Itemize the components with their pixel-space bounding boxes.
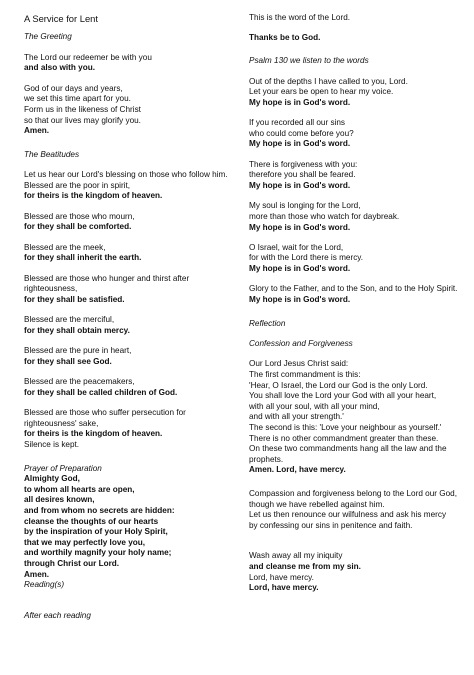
greeting-line: The Lord our redeemer be with you [24, 52, 152, 62]
beatitude-line: Blessed are those who suffer persecution for righteousness' sake, [24, 408, 186, 428]
preparation-amen: Amen. [24, 569, 50, 579]
confession-heading: Confession and Forgiveness [249, 339, 353, 349]
confession-text [249, 359, 465, 476]
prayer-line: so that our lives may glorify you. [24, 115, 141, 125]
beatitude [24, 346, 230, 367]
beatitude-line: Blessed are those who mourn, [24, 211, 135, 221]
after-reading-rubric: After each reading [24, 610, 91, 620]
psalm-response: My hope is in God's word. [249, 180, 351, 190]
psalm-stanza [249, 201, 465, 233]
greeting-heading: The Greeting [24, 32, 72, 42]
beatitude-response: for they shall inherit the earth. [24, 253, 142, 263]
silence-rubric: Silence is kept. [24, 439, 80, 449]
confession-line: Our Lord Jesus Christ said: [249, 359, 349, 369]
service-title: A Service for Lent [24, 13, 98, 24]
psalm-line: O Israel, wait for the Lord, [249, 242, 344, 252]
beatitude [24, 243, 230, 264]
compassion-line: though we have rebelled against him. [249, 499, 385, 509]
preparation-line: that we may perfectly love you, [24, 537, 146, 547]
psalm-line: for with the Lord there is mercy. [249, 253, 364, 263]
beatitude-line: Blessed are the pure in heart, [24, 346, 132, 356]
prayer-of-preparation [24, 464, 230, 591]
preparation-line: by the inspiration of your Holy Spirit, [24, 527, 168, 537]
psalm-stanza [249, 160, 465, 192]
confession-response: Amen. Lord, have mercy. [249, 465, 346, 475]
preparation-line: Almighty God, [24, 474, 80, 484]
confession-line: On these two commandments hang all the law and the prophets. [249, 444, 447, 464]
psalm-response: My hope is in God's word. [249, 97, 351, 107]
preparation-line: through Christ our Lord. [24, 558, 120, 568]
word-response [249, 13, 465, 43]
word-line: This is the word of the Lord. [249, 13, 351, 22]
psalm-line: Out of the depths I have called to you, Lord. [249, 76, 408, 86]
beatitude [24, 315, 230, 336]
preparation-heading: Prayer of Preparation [24, 463, 102, 473]
psalm-stanza [249, 243, 465, 275]
psalm-line: My soul is longing for the Lord, [249, 201, 361, 211]
psalm-line: Let your ears be open to hear my voice. [249, 87, 394, 97]
kyrie-line: Wash away all my iniquity [249, 551, 343, 561]
confession-line: There is no other commandment greater than these. [249, 433, 439, 443]
beatitude [24, 274, 230, 306]
psalm-response: My hope is in God's word. [249, 264, 351, 274]
confession-line: 'Hear, O Israel, the Lord our God is the only Lord. [249, 380, 428, 390]
psalm-line: There is forgiveness with you: [249, 159, 358, 169]
greeting-response: and also with you. [24, 63, 95, 73]
beatitude-line: Blessed are those who hunger and thirst after righteousness, [24, 273, 190, 294]
beatitude-line: Blessed are the merciful, [24, 315, 115, 325]
beatitude-response: for theirs is the kingdom of heaven. [24, 429, 163, 439]
word-reply: Thanks be to God. [249, 32, 321, 42]
prayer-amen: Amen. [24, 126, 50, 136]
kyrie-line: Lord, have mercy. [249, 572, 314, 582]
psalm-line: more than those who watch for daybreak. [249, 211, 400, 221]
beatitude-line: Blessed are the meek, [24, 242, 106, 252]
compassion-text [249, 489, 465, 531]
psalm-line: If you recorded all our sins [249, 118, 346, 128]
beatitude [24, 212, 230, 233]
preparation-line: all desires known, [24, 495, 95, 505]
confession-line: with all your soul, with all your mind, [249, 401, 380, 411]
kyrie-response: and cleanse me from my sin. [249, 561, 361, 571]
psalm-stanza [249, 77, 465, 109]
beatitudes-intro: Let us hear our Lord's blessing on those who follow him. [24, 170, 228, 180]
beatitude-response: for they shall be comforted. [24, 222, 132, 232]
beatitude-response: for they shall obtain mercy. [24, 325, 130, 335]
beatitudes-heading: The Beatitudes [24, 149, 80, 159]
preparation-line: to whom all hearts are open, [24, 484, 135, 494]
beatitude-line: Blessed are the peacemakers, [24, 377, 135, 387]
confession-line: The second is this: 'Love your neighbour as yourself.' [249, 423, 442, 432]
preparation-line: cleanse the thoughts of our hearts [24, 516, 159, 526]
preparation-line: and from whom no secrets are hidden: [24, 505, 175, 515]
compassion-line: Compassion and forgiveness belong to the Lord our God, [249, 488, 458, 498]
kyrie-text [249, 551, 465, 593]
greeting-dialogue [24, 53, 230, 74]
beatitude-response: for they shall be called children of God. [24, 387, 178, 397]
readings-rubric: Reading(s) [24, 580, 65, 590]
beatitude-response: for they shall see God. [24, 356, 112, 366]
left-column [24, 13, 230, 621]
reflection-heading: Reflection [249, 318, 286, 328]
prayer-line: we set this time apart for you. [24, 94, 131, 104]
confession-line: You shall love the Lord your God with all your heart, [249, 391, 437, 401]
psalm-stanza [249, 284, 465, 305]
psalm-response: My hope is in God's word. [249, 139, 351, 149]
beatitude-response: for theirs is the kingdom of heaven. [24, 191, 163, 201]
preparation-line: and worthily magnify your holy name; [24, 548, 172, 558]
right-column [249, 13, 465, 594]
beatitude [24, 377, 230, 398]
beatitude-line: Blessed are the poor in spirit, [24, 180, 131, 190]
kyrie-response: Lord, have mercy. [249, 583, 319, 593]
prayer-line: God of our days and years, [24, 83, 123, 93]
psalm-response: My hope is in God's word. [249, 295, 351, 305]
psalm-response: My hope is in God's word. [249, 222, 351, 232]
compassion-line: by confessing our sins in penitence and faith. [249, 520, 413, 530]
prayer-line: Form us in the likeness of Christ [24, 104, 141, 114]
psalm-heading: Psalm 130 we listen to the words [249, 56, 369, 66]
confession-line: The first commandment is this: [249, 370, 361, 380]
greeting-prayer [24, 84, 230, 137]
confession-line: and with all your strength.' [249, 412, 344, 422]
beatitude-response: for they shall be satisfied. [24, 294, 125, 304]
psalm-line: therefore you shall be feared. [249, 170, 356, 180]
psalm-line: Glory to the Father, and to the Son, and to the Holy Spirit. [249, 284, 458, 294]
beatitudes-intro-block [24, 170, 230, 202]
psalm-stanza [249, 118, 465, 150]
compassion-line: Let us then renounce our wilfulness and ask his mercy [249, 510, 447, 520]
psalm-line: who could come before you? [249, 128, 354, 138]
beatitude [24, 408, 230, 450]
